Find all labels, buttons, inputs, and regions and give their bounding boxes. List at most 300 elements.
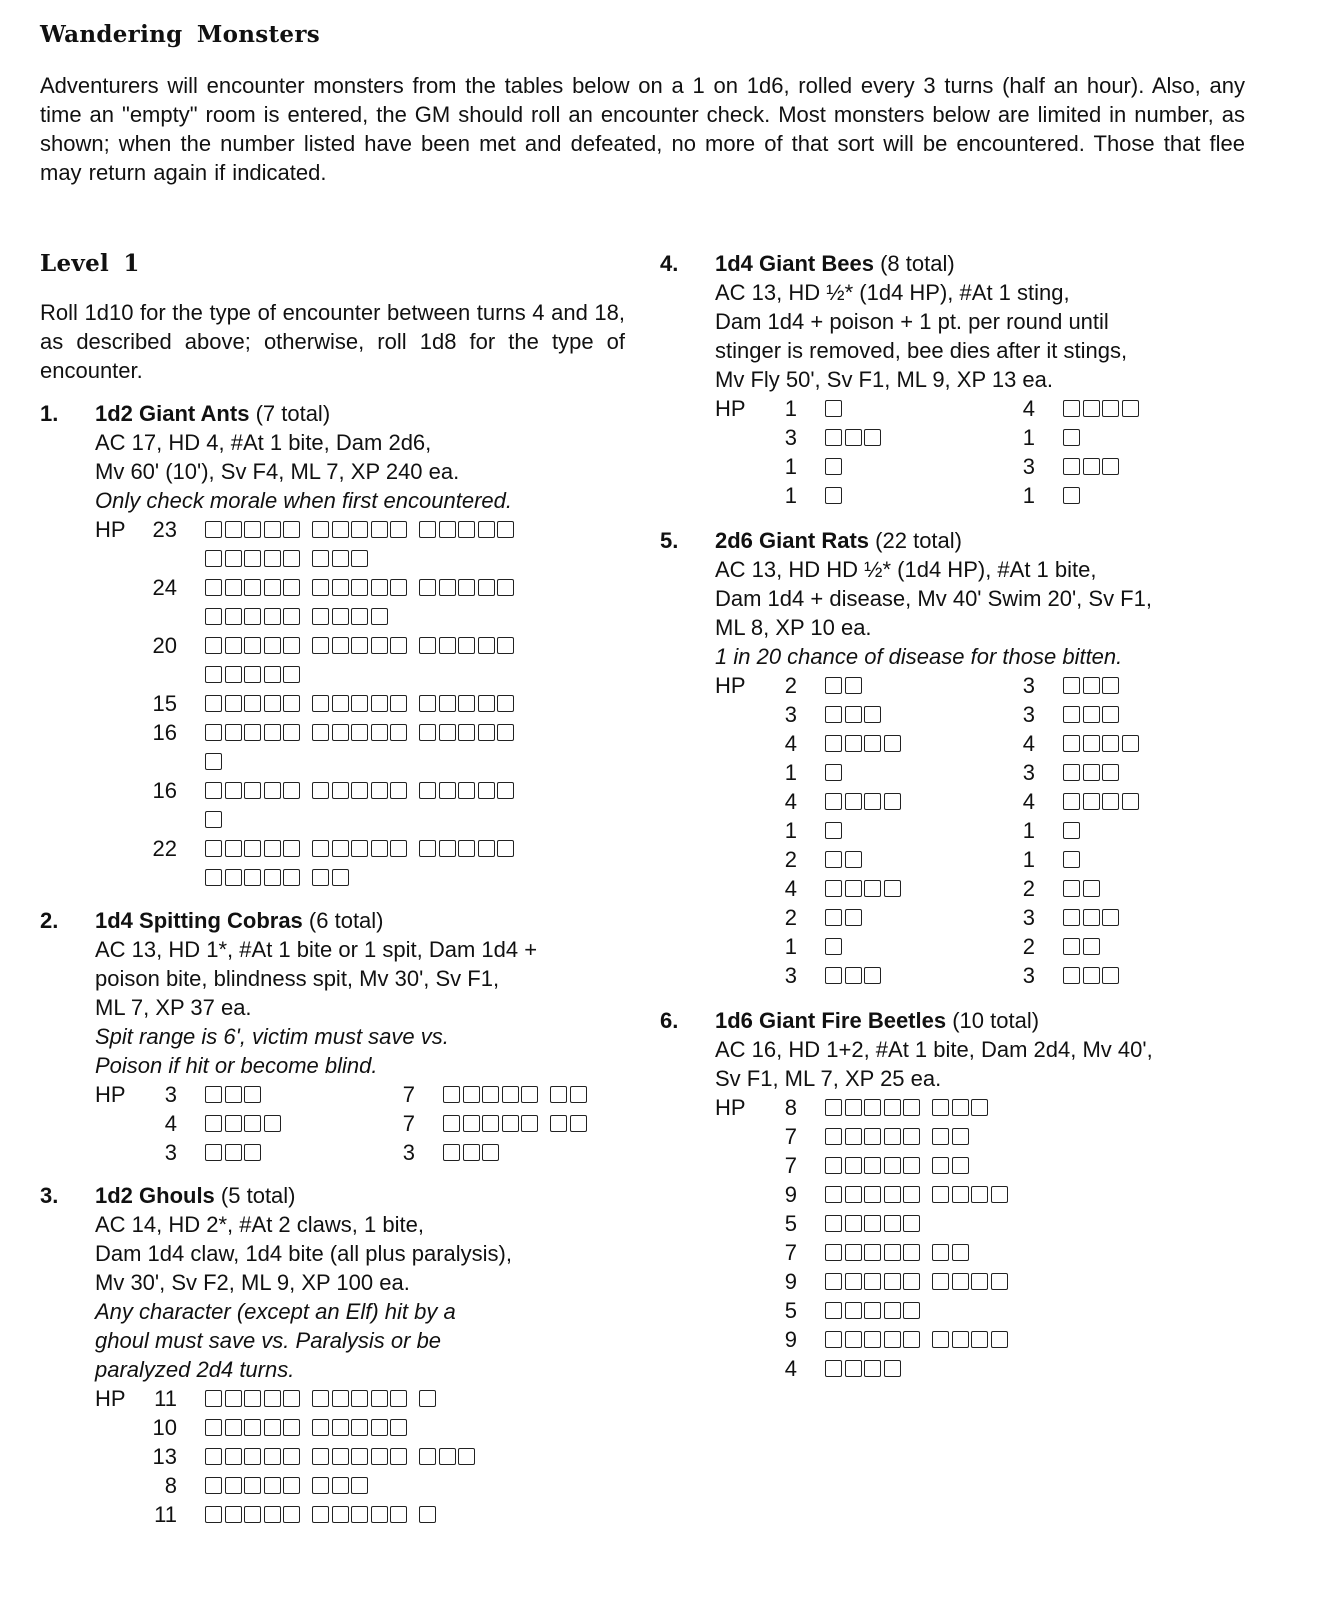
hp-checkbox[interactable] bbox=[1063, 880, 1080, 897]
hp-checkbox[interactable] bbox=[283, 1477, 300, 1494]
hp-checkbox[interactable] bbox=[283, 840, 300, 857]
hp-checkbox[interactable] bbox=[283, 608, 300, 625]
hp-checkbox[interactable] bbox=[205, 579, 222, 596]
hp-checkbox[interactable] bbox=[845, 851, 862, 868]
hp-checkbox[interactable] bbox=[825, 880, 842, 897]
hp-checkbox[interactable] bbox=[884, 1331, 901, 1348]
hp-checkbox[interactable] bbox=[244, 1086, 261, 1103]
hp-checkbox[interactable] bbox=[205, 869, 222, 886]
hp-checkbox[interactable] bbox=[443, 1115, 460, 1132]
hp-checkbox[interactable] bbox=[390, 782, 407, 799]
hp-checkbox[interactable] bbox=[390, 840, 407, 857]
hp-checkbox[interactable] bbox=[283, 1506, 300, 1523]
hp-checkbox[interactable] bbox=[205, 1086, 222, 1103]
hp-checkbox[interactable] bbox=[351, 840, 368, 857]
hp-checkbox[interactable] bbox=[845, 1360, 862, 1377]
hp-checkbox[interactable] bbox=[225, 869, 242, 886]
hp-checkbox[interactable] bbox=[283, 1419, 300, 1436]
hp-checkbox[interactable] bbox=[845, 1215, 862, 1232]
hp-checkbox[interactable] bbox=[952, 1128, 969, 1145]
hp-checkbox[interactable] bbox=[952, 1186, 969, 1203]
hp-checkbox[interactable] bbox=[1063, 400, 1080, 417]
hp-checkbox[interactable] bbox=[497, 724, 514, 741]
hp-checkbox[interactable] bbox=[884, 1215, 901, 1232]
hp-checkbox[interactable] bbox=[884, 1186, 901, 1203]
hp-checkbox[interactable] bbox=[1083, 677, 1100, 694]
hp-checkbox[interactable] bbox=[332, 1448, 349, 1465]
hp-checkbox[interactable] bbox=[864, 967, 881, 984]
hp-checkbox[interactable] bbox=[550, 1086, 567, 1103]
hp-checkbox[interactable] bbox=[825, 487, 842, 504]
hp-checkbox[interactable] bbox=[283, 724, 300, 741]
hp-checkbox[interactable] bbox=[932, 1331, 949, 1348]
hp-checkbox[interactable] bbox=[283, 550, 300, 567]
hp-checkbox[interactable] bbox=[825, 793, 842, 810]
hp-checkbox[interactable] bbox=[825, 1099, 842, 1116]
hp-checkbox[interactable] bbox=[244, 1477, 261, 1494]
hp-checkbox[interactable] bbox=[884, 793, 901, 810]
hp-checkbox[interactable] bbox=[225, 840, 242, 857]
hp-checkbox[interactable] bbox=[264, 782, 281, 799]
hp-checkbox[interactable] bbox=[332, 1390, 349, 1407]
hp-checkbox[interactable] bbox=[864, 793, 881, 810]
hp-checkbox[interactable] bbox=[351, 1477, 368, 1494]
hp-checkbox[interactable] bbox=[825, 851, 842, 868]
hp-checkbox[interactable] bbox=[244, 1448, 261, 1465]
hp-checkbox[interactable] bbox=[478, 695, 495, 712]
hp-checkbox[interactable] bbox=[439, 637, 456, 654]
hp-checkbox[interactable] bbox=[439, 521, 456, 538]
hp-checkbox[interactable] bbox=[497, 637, 514, 654]
hp-checkbox[interactable] bbox=[570, 1086, 587, 1103]
hp-checkbox[interactable] bbox=[264, 1448, 281, 1465]
hp-checkbox[interactable] bbox=[419, 840, 436, 857]
hp-checkbox[interactable] bbox=[903, 1215, 920, 1232]
hp-checkbox[interactable] bbox=[205, 695, 222, 712]
hp-checkbox[interactable] bbox=[482, 1115, 499, 1132]
hp-checkbox[interactable] bbox=[371, 637, 388, 654]
hp-checkbox[interactable] bbox=[244, 869, 261, 886]
hp-checkbox[interactable] bbox=[205, 811, 222, 828]
hp-checkbox[interactable] bbox=[419, 579, 436, 596]
hp-checkbox[interactable] bbox=[312, 1419, 329, 1436]
hp-checkbox[interactable] bbox=[205, 1477, 222, 1494]
hp-checkbox[interactable] bbox=[371, 840, 388, 857]
hp-checkbox[interactable] bbox=[264, 550, 281, 567]
hp-checkbox[interactable] bbox=[864, 735, 881, 752]
hp-checkbox[interactable] bbox=[351, 695, 368, 712]
hp-checkbox[interactable] bbox=[884, 1360, 901, 1377]
hp-checkbox[interactable] bbox=[205, 1390, 222, 1407]
hp-checkbox[interactable] bbox=[825, 1360, 842, 1377]
hp-checkbox[interactable] bbox=[884, 880, 901, 897]
hp-checkbox[interactable] bbox=[825, 400, 842, 417]
hp-checkbox[interactable] bbox=[932, 1128, 949, 1145]
hp-checkbox[interactable] bbox=[390, 1448, 407, 1465]
hp-checkbox[interactable] bbox=[458, 695, 475, 712]
hp-checkbox[interactable] bbox=[1102, 458, 1119, 475]
hp-checkbox[interactable] bbox=[478, 840, 495, 857]
hp-checkbox[interactable] bbox=[458, 840, 475, 857]
hp-checkbox[interactable] bbox=[463, 1144, 480, 1161]
hp-checkbox[interactable] bbox=[371, 782, 388, 799]
hp-checkbox[interactable] bbox=[264, 521, 281, 538]
hp-checkbox[interactable] bbox=[312, 782, 329, 799]
hp-checkbox[interactable] bbox=[351, 1390, 368, 1407]
hp-checkbox[interactable] bbox=[845, 1244, 862, 1261]
hp-checkbox[interactable] bbox=[264, 1419, 281, 1436]
hp-checkbox[interactable] bbox=[952, 1244, 969, 1261]
hp-checkbox[interactable] bbox=[845, 1273, 862, 1290]
hp-checkbox[interactable] bbox=[825, 1273, 842, 1290]
hp-checkbox[interactable] bbox=[521, 1086, 538, 1103]
hp-checkbox[interactable] bbox=[825, 909, 842, 926]
hp-checkbox[interactable] bbox=[903, 1273, 920, 1290]
hp-checkbox[interactable] bbox=[1063, 851, 1080, 868]
hp-checkbox[interactable] bbox=[1102, 764, 1119, 781]
hp-checkbox[interactable] bbox=[205, 782, 222, 799]
hp-checkbox[interactable] bbox=[845, 1186, 862, 1203]
hp-checkbox[interactable] bbox=[1102, 735, 1119, 752]
hp-checkbox[interactable] bbox=[884, 1157, 901, 1174]
hp-checkbox[interactable] bbox=[283, 579, 300, 596]
hp-checkbox[interactable] bbox=[825, 1215, 842, 1232]
hp-checkbox[interactable] bbox=[264, 1506, 281, 1523]
hp-checkbox[interactable] bbox=[845, 706, 862, 723]
hp-checkbox[interactable] bbox=[864, 1186, 881, 1203]
hp-checkbox[interactable] bbox=[845, 677, 862, 694]
hp-checkbox[interactable] bbox=[864, 1157, 881, 1174]
hp-checkbox[interactable] bbox=[1063, 822, 1080, 839]
hp-checkbox[interactable] bbox=[419, 1448, 436, 1465]
hp-checkbox[interactable] bbox=[825, 458, 842, 475]
hp-checkbox[interactable] bbox=[283, 869, 300, 886]
hp-checkbox[interactable] bbox=[283, 666, 300, 683]
hp-checkbox[interactable] bbox=[903, 1157, 920, 1174]
hp-checkbox[interactable] bbox=[312, 637, 329, 654]
hp-checkbox[interactable] bbox=[825, 706, 842, 723]
hp-checkbox[interactable] bbox=[952, 1099, 969, 1116]
hp-checkbox[interactable] bbox=[1063, 967, 1080, 984]
hp-checkbox[interactable] bbox=[371, 608, 388, 625]
hp-checkbox[interactable] bbox=[419, 724, 436, 741]
hp-checkbox[interactable] bbox=[332, 521, 349, 538]
hp-checkbox[interactable] bbox=[332, 724, 349, 741]
hp-checkbox[interactable] bbox=[390, 695, 407, 712]
hp-checkbox[interactable] bbox=[205, 1144, 222, 1161]
hp-checkbox[interactable] bbox=[825, 822, 842, 839]
hp-checkbox[interactable] bbox=[244, 550, 261, 567]
hp-checkbox[interactable] bbox=[351, 550, 368, 567]
hp-checkbox[interactable] bbox=[1083, 764, 1100, 781]
hp-checkbox[interactable] bbox=[478, 521, 495, 538]
hp-checkbox[interactable] bbox=[845, 793, 862, 810]
hp-checkbox[interactable] bbox=[351, 521, 368, 538]
hp-checkbox[interactable] bbox=[205, 840, 222, 857]
hp-checkbox[interactable] bbox=[1063, 793, 1080, 810]
hp-checkbox[interactable] bbox=[351, 1506, 368, 1523]
hp-checkbox[interactable] bbox=[864, 1128, 881, 1145]
hp-checkbox[interactable] bbox=[390, 521, 407, 538]
hp-checkbox[interactable] bbox=[225, 608, 242, 625]
hp-checkbox[interactable] bbox=[390, 637, 407, 654]
hp-checkbox[interactable] bbox=[439, 579, 456, 596]
hp-checkbox[interactable] bbox=[845, 1157, 862, 1174]
hp-checkbox[interactable] bbox=[458, 1448, 475, 1465]
hp-checkbox[interactable] bbox=[332, 579, 349, 596]
hp-checkbox[interactable] bbox=[244, 724, 261, 741]
hp-checkbox[interactable] bbox=[264, 840, 281, 857]
hp-checkbox[interactable] bbox=[312, 521, 329, 538]
hp-checkbox[interactable] bbox=[390, 1506, 407, 1523]
hp-checkbox[interactable] bbox=[332, 550, 349, 567]
hp-checkbox[interactable] bbox=[371, 1448, 388, 1465]
hp-checkbox[interactable] bbox=[225, 695, 242, 712]
hp-checkbox[interactable] bbox=[570, 1115, 587, 1132]
hp-checkbox[interactable] bbox=[419, 782, 436, 799]
hp-checkbox[interactable] bbox=[884, 1099, 901, 1116]
hp-checkbox[interactable] bbox=[825, 1302, 842, 1319]
hp-checkbox[interactable] bbox=[1102, 909, 1119, 926]
hp-checkbox[interactable] bbox=[952, 1273, 969, 1290]
hp-checkbox[interactable] bbox=[264, 869, 281, 886]
hp-checkbox[interactable] bbox=[903, 1244, 920, 1261]
hp-checkbox[interactable] bbox=[497, 579, 514, 596]
hp-checkbox[interactable] bbox=[419, 1390, 436, 1407]
hp-checkbox[interactable] bbox=[264, 724, 281, 741]
hp-checkbox[interactable] bbox=[458, 579, 475, 596]
hp-checkbox[interactable] bbox=[205, 608, 222, 625]
hp-checkbox[interactable] bbox=[932, 1186, 949, 1203]
hp-checkbox[interactable] bbox=[845, 1331, 862, 1348]
hp-checkbox[interactable] bbox=[550, 1115, 567, 1132]
hp-checkbox[interactable] bbox=[283, 1448, 300, 1465]
hp-checkbox[interactable] bbox=[932, 1244, 949, 1261]
hp-checkbox[interactable] bbox=[244, 840, 261, 857]
hp-checkbox[interactable] bbox=[482, 1144, 499, 1161]
hp-checkbox[interactable] bbox=[1122, 735, 1139, 752]
hp-checkbox[interactable] bbox=[864, 429, 881, 446]
hp-checkbox[interactable] bbox=[312, 579, 329, 596]
hp-checkbox[interactable] bbox=[825, 1157, 842, 1174]
hp-checkbox[interactable] bbox=[244, 695, 261, 712]
hp-checkbox[interactable] bbox=[497, 695, 514, 712]
hp-checkbox[interactable] bbox=[371, 1419, 388, 1436]
hp-checkbox[interactable] bbox=[312, 1506, 329, 1523]
hp-checkbox[interactable] bbox=[864, 1099, 881, 1116]
hp-checkbox[interactable] bbox=[903, 1128, 920, 1145]
hp-checkbox[interactable] bbox=[497, 840, 514, 857]
hp-checkbox[interactable] bbox=[991, 1331, 1008, 1348]
hp-checkbox[interactable] bbox=[439, 840, 456, 857]
hp-checkbox[interactable] bbox=[1102, 967, 1119, 984]
hp-checkbox[interactable] bbox=[225, 1144, 242, 1161]
hp-checkbox[interactable] bbox=[845, 429, 862, 446]
hp-checkbox[interactable] bbox=[864, 1360, 881, 1377]
hp-checkbox[interactable] bbox=[244, 1506, 261, 1523]
hp-checkbox[interactable] bbox=[903, 1302, 920, 1319]
hp-checkbox[interactable] bbox=[1063, 487, 1080, 504]
hp-checkbox[interactable] bbox=[225, 579, 242, 596]
hp-checkbox[interactable] bbox=[332, 840, 349, 857]
hp-checkbox[interactable] bbox=[264, 666, 281, 683]
hp-checkbox[interactable] bbox=[971, 1099, 988, 1116]
hp-checkbox[interactable] bbox=[225, 1086, 242, 1103]
hp-checkbox[interactable] bbox=[845, 735, 862, 752]
hp-checkbox[interactable] bbox=[864, 880, 881, 897]
hp-checkbox[interactable] bbox=[952, 1157, 969, 1174]
hp-checkbox[interactable] bbox=[1083, 458, 1100, 475]
hp-checkbox[interactable] bbox=[864, 1244, 881, 1261]
hp-checkbox[interactable] bbox=[332, 637, 349, 654]
hp-checkbox[interactable] bbox=[825, 677, 842, 694]
hp-checkbox[interactable] bbox=[825, 1128, 842, 1145]
hp-checkbox[interactable] bbox=[1063, 909, 1080, 926]
hp-checkbox[interactable] bbox=[1083, 909, 1100, 926]
hp-checkbox[interactable] bbox=[497, 782, 514, 799]
hp-checkbox[interactable] bbox=[332, 695, 349, 712]
hp-checkbox[interactable] bbox=[244, 1419, 261, 1436]
hp-checkbox[interactable] bbox=[439, 782, 456, 799]
hp-checkbox[interactable] bbox=[351, 637, 368, 654]
hp-checkbox[interactable] bbox=[244, 521, 261, 538]
hp-checkbox[interactable] bbox=[884, 1273, 901, 1290]
hp-checkbox[interactable] bbox=[1122, 400, 1139, 417]
hp-checkbox[interactable] bbox=[225, 666, 242, 683]
hp-checkbox[interactable] bbox=[458, 724, 475, 741]
hp-checkbox[interactable] bbox=[205, 550, 222, 567]
hp-checkbox[interactable] bbox=[225, 1448, 242, 1465]
hp-checkbox[interactable] bbox=[825, 1331, 842, 1348]
hp-checkbox[interactable] bbox=[390, 724, 407, 741]
hp-checkbox[interactable] bbox=[264, 637, 281, 654]
hp-checkbox[interactable] bbox=[845, 909, 862, 926]
hp-checkbox[interactable] bbox=[312, 1477, 329, 1494]
hp-checkbox[interactable] bbox=[390, 1390, 407, 1407]
hp-checkbox[interactable] bbox=[264, 608, 281, 625]
hp-checkbox[interactable] bbox=[932, 1157, 949, 1174]
hp-checkbox[interactable] bbox=[1083, 735, 1100, 752]
hp-checkbox[interactable] bbox=[332, 1477, 349, 1494]
hp-checkbox[interactable] bbox=[225, 1477, 242, 1494]
hp-checkbox[interactable] bbox=[845, 967, 862, 984]
hp-checkbox[interactable] bbox=[1083, 400, 1100, 417]
hp-checkbox[interactable] bbox=[1102, 677, 1119, 694]
hp-checkbox[interactable] bbox=[825, 938, 842, 955]
hp-checkbox[interactable] bbox=[903, 1186, 920, 1203]
hp-checkbox[interactable] bbox=[205, 1448, 222, 1465]
hp-checkbox[interactable] bbox=[312, 869, 329, 886]
hp-checkbox[interactable] bbox=[419, 521, 436, 538]
hp-checkbox[interactable] bbox=[225, 1115, 242, 1132]
hp-checkbox[interactable] bbox=[332, 608, 349, 625]
hp-checkbox[interactable] bbox=[864, 1302, 881, 1319]
hp-checkbox[interactable] bbox=[971, 1186, 988, 1203]
hp-checkbox[interactable] bbox=[244, 579, 261, 596]
hp-checkbox[interactable] bbox=[371, 521, 388, 538]
hp-checkbox[interactable] bbox=[225, 637, 242, 654]
hp-checkbox[interactable] bbox=[1063, 735, 1080, 752]
hp-checkbox[interactable] bbox=[264, 695, 281, 712]
hp-checkbox[interactable] bbox=[1063, 706, 1080, 723]
hp-checkbox[interactable] bbox=[482, 1086, 499, 1103]
hp-checkbox[interactable] bbox=[351, 608, 368, 625]
hp-checkbox[interactable] bbox=[244, 1115, 261, 1132]
hp-checkbox[interactable] bbox=[903, 1099, 920, 1116]
hp-checkbox[interactable] bbox=[439, 1448, 456, 1465]
hp-checkbox[interactable] bbox=[205, 637, 222, 654]
hp-checkbox[interactable] bbox=[1102, 400, 1119, 417]
hp-checkbox[interactable] bbox=[478, 579, 495, 596]
hp-checkbox[interactable] bbox=[244, 1144, 261, 1161]
hp-checkbox[interactable] bbox=[825, 429, 842, 446]
hp-checkbox[interactable] bbox=[225, 1506, 242, 1523]
hp-checkbox[interactable] bbox=[825, 735, 842, 752]
hp-checkbox[interactable] bbox=[419, 637, 436, 654]
hp-checkbox[interactable] bbox=[991, 1186, 1008, 1203]
hp-checkbox[interactable] bbox=[903, 1331, 920, 1348]
hp-checkbox[interactable] bbox=[971, 1331, 988, 1348]
hp-checkbox[interactable] bbox=[864, 1273, 881, 1290]
hp-checkbox[interactable] bbox=[312, 695, 329, 712]
hp-checkbox[interactable] bbox=[205, 1115, 222, 1132]
hp-checkbox[interactable] bbox=[1083, 880, 1100, 897]
hp-checkbox[interactable] bbox=[351, 579, 368, 596]
hp-checkbox[interactable] bbox=[1083, 967, 1100, 984]
hp-checkbox[interactable] bbox=[205, 521, 222, 538]
hp-checkbox[interactable] bbox=[1122, 793, 1139, 810]
hp-checkbox[interactable] bbox=[419, 1506, 436, 1523]
hp-checkbox[interactable] bbox=[205, 753, 222, 770]
hp-checkbox[interactable] bbox=[884, 1302, 901, 1319]
hp-checkbox[interactable] bbox=[991, 1273, 1008, 1290]
hp-checkbox[interactable] bbox=[205, 724, 222, 741]
hp-checkbox[interactable] bbox=[478, 782, 495, 799]
hp-checkbox[interactable] bbox=[351, 1448, 368, 1465]
hp-checkbox[interactable] bbox=[225, 1390, 242, 1407]
hp-checkbox[interactable] bbox=[244, 666, 261, 683]
hp-checkbox[interactable] bbox=[312, 1448, 329, 1465]
hp-checkbox[interactable] bbox=[443, 1144, 460, 1161]
hp-checkbox[interactable] bbox=[312, 608, 329, 625]
hp-checkbox[interactable] bbox=[458, 782, 475, 799]
hp-checkbox[interactable] bbox=[845, 1099, 862, 1116]
hp-checkbox[interactable] bbox=[283, 1390, 300, 1407]
hp-checkbox[interactable] bbox=[225, 550, 242, 567]
hp-checkbox[interactable] bbox=[463, 1115, 480, 1132]
hp-checkbox[interactable] bbox=[825, 1244, 842, 1261]
hp-checkbox[interactable] bbox=[332, 869, 349, 886]
hp-checkbox[interactable] bbox=[371, 724, 388, 741]
hp-checkbox[interactable] bbox=[971, 1273, 988, 1290]
hp-checkbox[interactable] bbox=[283, 695, 300, 712]
hp-checkbox[interactable] bbox=[439, 724, 456, 741]
hp-checkbox[interactable] bbox=[952, 1331, 969, 1348]
hp-checkbox[interactable] bbox=[312, 1390, 329, 1407]
hp-checkbox[interactable] bbox=[864, 706, 881, 723]
hp-checkbox[interactable] bbox=[884, 1244, 901, 1261]
hp-checkbox[interactable] bbox=[371, 1390, 388, 1407]
hp-checkbox[interactable] bbox=[845, 880, 862, 897]
hp-checkbox[interactable] bbox=[283, 521, 300, 538]
hp-checkbox[interactable] bbox=[463, 1086, 480, 1103]
hp-checkbox[interactable] bbox=[351, 1419, 368, 1436]
hp-checkbox[interactable] bbox=[332, 1419, 349, 1436]
hp-checkbox[interactable] bbox=[458, 637, 475, 654]
hp-checkbox[interactable] bbox=[225, 521, 242, 538]
hp-checkbox[interactable] bbox=[332, 1506, 349, 1523]
hp-checkbox[interactable] bbox=[244, 608, 261, 625]
